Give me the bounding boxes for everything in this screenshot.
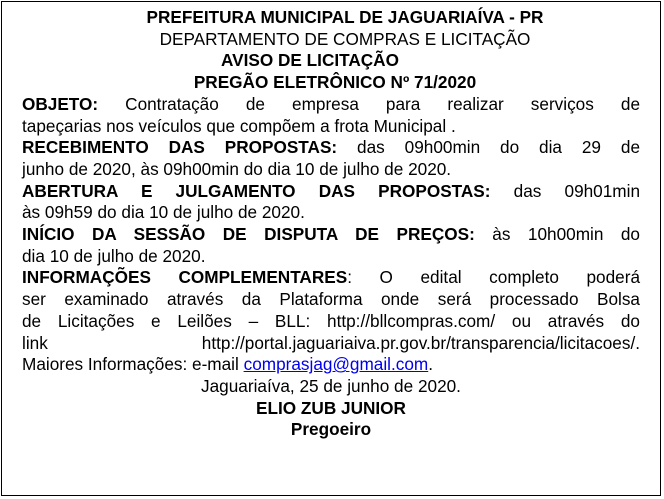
signatory-role: Pregoeiro [290,419,372,440]
transparency-url: http://portal.jaguariaiva.pr.gov.br/transparencia/licitacoes/. [201,332,640,353]
notice-title [22,50,640,72]
maiores-suffix: . [428,354,433,375]
recebimento-label: RECEBIMENTO DAS PROPOSTAS: [22,137,338,158]
maiores-informacoes-line [22,354,640,376]
objeto-label: OBJETO: [22,93,99,114]
inicio-text-1: às 10h00min do [492,224,640,245]
notice-title-text: AVISO DE LICITAÇÃO [221,50,399,71]
abertura-line-1 [22,181,640,203]
link-word: link [22,332,48,353]
inicio-label: INÍCIO DA SESSÃO DE DISPUTA DE PREÇOS: [22,224,475,245]
informacoes-line-3: de Licitações e Leilões – BLL: http://bllcompras.com/ ou através do [22,310,640,331]
municipality-title: PREFEITURA MUNICIPAL DE JAGUARIAÍVA - PR [146,7,544,27]
auction-number: PREGÃO ELETRÔNICO Nº 71/2020 [193,72,477,93]
email-link[interactable]: comprasjag@gmail.com [243,354,429,375]
objeto-line-1 [22,94,640,116]
inicio-line-1 [22,224,640,246]
recebimento-text-1: das 09h00min do dia 29 de [357,137,640,158]
date-line: Jaguariaíva, 25 de junho de 2020. [201,375,461,396]
recebimento-line-1 [22,137,640,159]
inicio-line-2: dia 10 de julho de 2020. [22,245,206,266]
informacoes-text-1: : O edital completo poderá [347,267,641,288]
recebimento-line-2: junho de 2020, às 09h00min do dia 10 de julho de 2020. [22,158,452,179]
informacoes-label: INFORMAÇÕES COMPLEMENTARES [22,267,348,288]
objeto-text-1: Contratação de empresa para realizar serviços de [125,93,640,114]
informacoes-line-4 [22,333,640,355]
licitation-notice [22,7,640,441]
objeto-line-2: tapeçarias nos veículos que compõem a frota Municipal . [22,115,456,136]
abertura-text-1: das 09h01min [513,180,640,201]
informacoes-line-1 [22,267,640,289]
informacoes-line-2: ser examinado através da Plataforma onde será processado Bolsa [22,289,640,310]
signatory-name: ELIO ZUB JUNIOR [256,397,406,418]
abertura-line-2: às 09h59 do dia 10 de julho de 2020. [22,202,305,223]
maiores-prefix: Maiores Informações: e-mail [22,354,239,375]
department-title: DEPARTAMENTO DE COMPRAS E LICITAÇÃO [159,28,531,49]
abertura-label: ABERTURA E JULGAMENTO DAS PROPOSTAS: [22,180,491,201]
